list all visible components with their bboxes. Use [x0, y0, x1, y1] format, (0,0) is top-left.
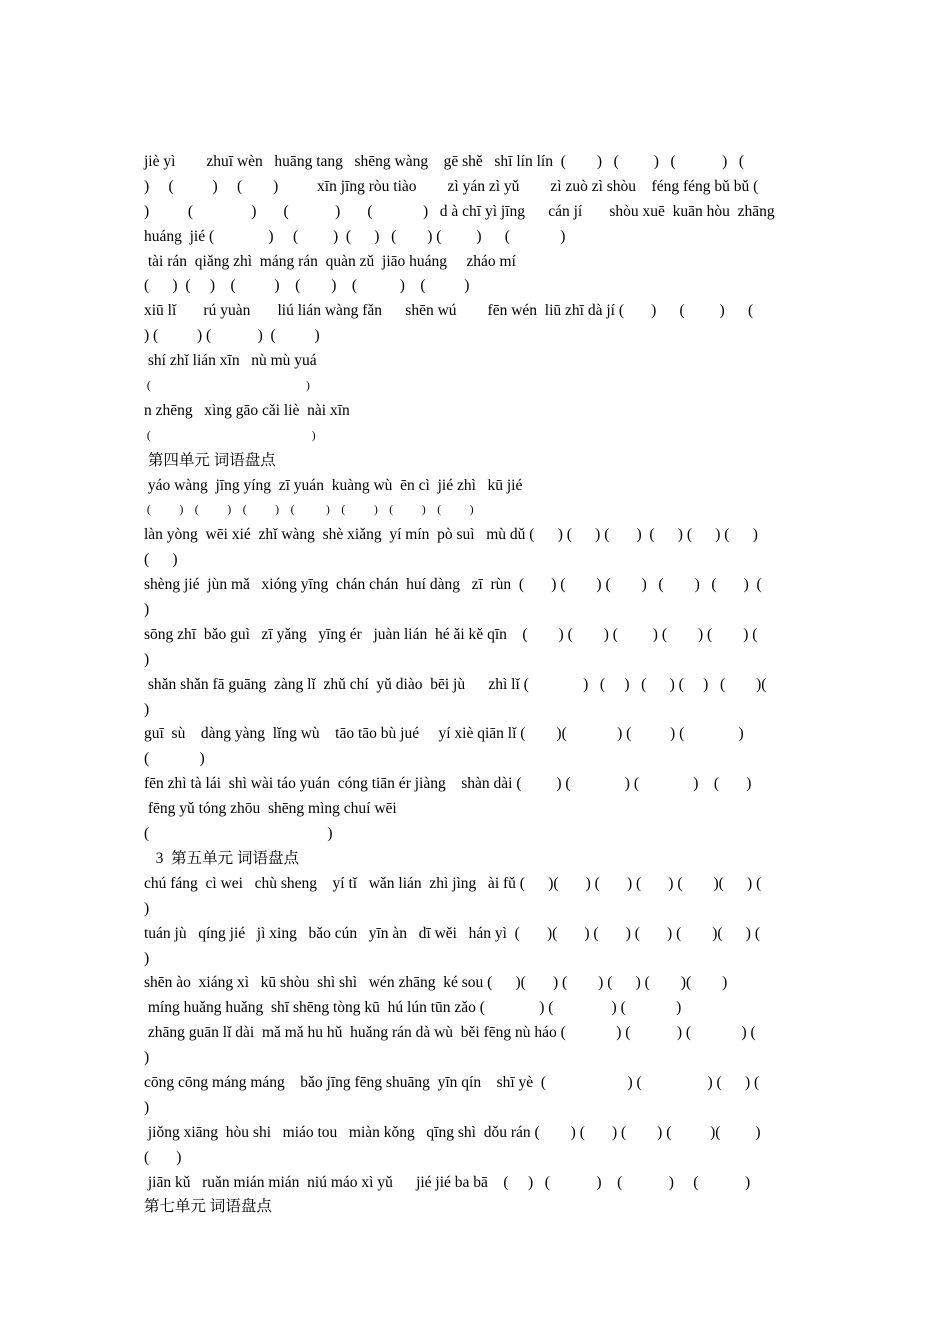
text-line: làn yòng wēi xié zhǐ wàng shè xiǎng yí mín pò suì mù dǔ ( ) ( ) ( ) ( ) ( ) ( )	[144, 526, 758, 544]
text-line: jiǒng xiāng hòu shi miáo tou miàn kǒng qīng shì dǒu rán ( ) ( ) ( ) ( )( )	[144, 1123, 761, 1141]
text-line: )	[144, 700, 150, 718]
text-line: ) ( ) ( ) ( )	[144, 327, 320, 345]
text-line: shēn ào xiáng xì kū shòu shì shì wén zhāng ké sou ( )( ) ( ) ( ) ( )( )	[144, 974, 728, 992]
section-heading-unit-5: 3 第五单元 词语盘点	[144, 849, 300, 867]
text-line: sōng zhī bǎo guì zī yǎng yīng ér juàn lián hé ǎi kě qīn ( ) ( ) ( ) ( ) ( ) (	[144, 625, 758, 643]
blank-brackets-line: ( ) ( ) ( ) ( ) ( ) ( ) ( )	[144, 504, 474, 517]
section-heading-unit-4: 第四单元 词语盘点	[144, 451, 276, 469]
text-line: yáo wàng jīng yíng zī yuán kuàng wù ēn cì jié zhì kū jié	[144, 476, 523, 494]
text-line: shèng jié jùn mǎ xióng yīng chán chán huí dàng zī rùn ( ) ( ) ( ) ( ) ( ) (	[144, 576, 762, 594]
blank-brackets-line: ( )	[144, 429, 316, 442]
text-line: n zhēng xìng gāo cǎi liè nài xīn	[144, 401, 350, 419]
text-line: ( )	[144, 551, 178, 569]
text-line: )	[144, 949, 150, 967]
text-line: chú fáng cì wei chù sheng yí tǐ wǎn lián zhì jìng ài fǔ ( )( ) ( ) ( ) ( )( ) (	[144, 874, 762, 892]
text-line: tài rán qiǎng zhì máng rán quàn zǔ jiāo huáng zháo mí	[144, 252, 516, 270]
blank-brackets-line: ( )	[144, 380, 310, 393]
text-line: tuán jù qíng jié jì xing bǎo cún yīn àn dī wěi hán yì ( )( ) ( ) ( ) ( )( ) (	[144, 924, 761, 942]
text-line: fēn zhì tà lái shì wài táo yuán cóng tiān ér jiàng shàn dài ( ) ( ) ( ) ( )	[144, 775, 752, 793]
text-line: shí zhǐ lián xīn nù mù yuá	[144, 352, 317, 370]
text-line: zhāng guān lǐ dài mǎ mǎ hu hǔ huǎng rán dà wù běi fēng nù háo ( ) ( ) ( ) (	[144, 1024, 756, 1042]
worksheet-page	[144, 150, 808, 1220]
text-line: huáng jié ( ) ( ) ( ) ( ) ( ) ( )	[144, 227, 566, 245]
section-heading-unit-7: 第七单元 词语盘点	[144, 1198, 272, 1216]
text-line: )	[144, 1049, 150, 1067]
text-line: ( )	[144, 750, 205, 768]
text-line: ( )	[144, 825, 333, 843]
text-line: jiè yì zhuī wèn huāng tang shēng wàng gē shě shī lín lín ( ) ( ) ( ) (	[144, 153, 745, 170]
text-line: )	[144, 899, 150, 917]
text-line: )	[144, 650, 150, 668]
text-line: guī sù dàng yàng lǐng wù tāo tāo bù jué yí xiè qiān lǐ ( )( ) ( ) ( )	[144, 725, 744, 743]
text-line: míng huǎng huǎng shī shēng tòng kū hú lún tūn zǎo ( ) ( ) ( )	[144, 999, 682, 1017]
text-line: ) ( ) ( ) ( ) d à chī yì jīng cán jí shòu xuē kuān hòu zhāng	[144, 202, 775, 220]
text-line: )	[144, 1098, 150, 1116]
text-line: ) ( ) ( ) xīn jīng ròu tiào zì yán zì yǔ zì zuò zì shòu féng féng bǔ bǔ (	[144, 177, 759, 195]
text-line: )	[144, 601, 150, 619]
text-line: ( ) ( ) ( ) ( ) ( ) ( )	[144, 277, 470, 295]
text-line: ( )	[144, 1148, 182, 1166]
text-line: shǎn shǎn fā guāng zàng lǐ zhǔ chí yǔ diào bēi jù zhì lǐ ( ) ( ) ( ) ( ) ( )(	[144, 675, 767, 693]
text-line: xiū lǐ rú yuàn liú lián wàng fǎn shēn wú fēn wén liū zhī dà jí ( ) ( ) (	[144, 302, 754, 320]
text-line: jiān kǔ ruǎn mián mián niú máo xì yǔ jié jié ba bā ( ) ( ) ( ) ( )	[144, 1173, 751, 1191]
text-line: cōng cōng máng máng bǎo jīng fēng shuāng yīn qín shī yè ( ) ( ) ( ) (	[144, 1073, 760, 1091]
text-line: fēng yǔ tóng zhōu shēng mìng chuí wēi	[144, 800, 397, 818]
